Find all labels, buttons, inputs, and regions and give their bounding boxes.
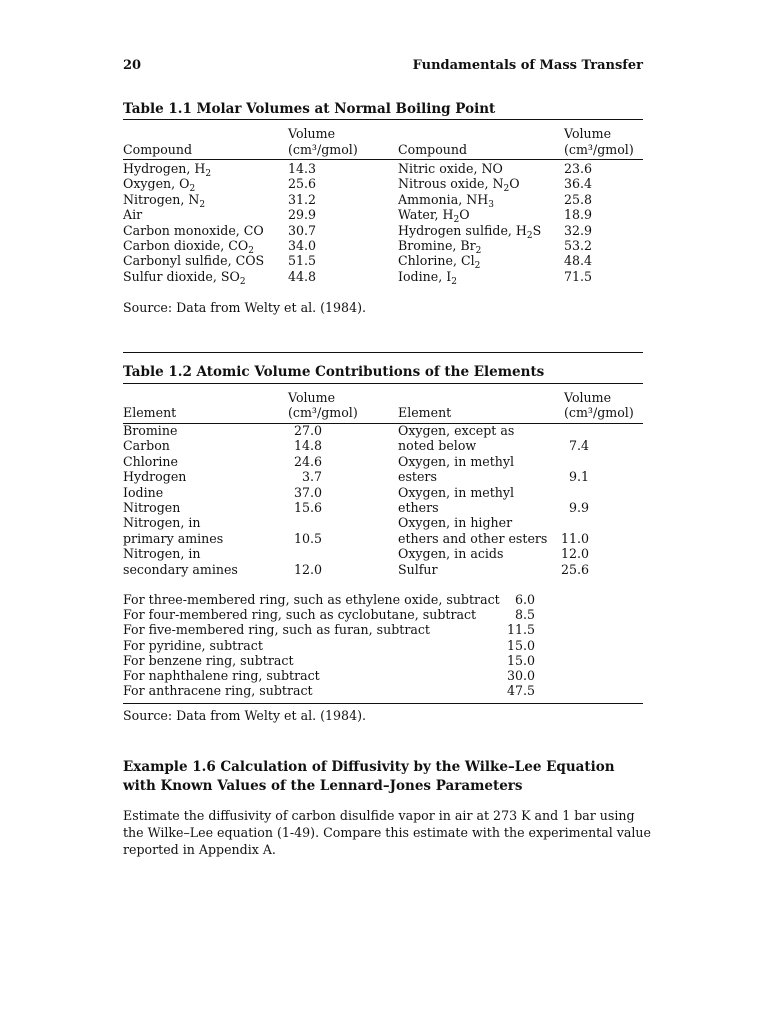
ring-correction-value: 30.0: [506, 668, 535, 683]
t1-right-volume: 36.4: [564, 176, 593, 192]
compound-name-suffix: O: [459, 207, 470, 223]
t1-right-compound: [398, 176, 520, 195]
t1-right-compound: [398, 238, 482, 256]
t2-right-element: Oxygen, in higher: [398, 515, 513, 531]
t2-right-element: ethers and other esters: [398, 530, 548, 546]
t1-left-volume: 34.0: [288, 238, 317, 253]
t2-left-volume: 10.5: [293, 530, 322, 546]
ring-correction-value: 11.5: [506, 622, 535, 638]
t1-left-volume: 44.8: [288, 268, 317, 284]
compound-name: Bromine, Br: [398, 238, 476, 253]
ring-correction-value: 8.5: [514, 607, 535, 623]
t1-left-compound: [123, 238, 254, 256]
subscript: 3: [488, 199, 494, 210]
t2-left-volume: 12.0: [293, 561, 322, 577]
t1-right-compound: [398, 161, 503, 176]
t1-left-compound: [123, 207, 142, 222]
t2-left-element: Nitrogen, in: [123, 515, 201, 531]
t2-left-element: Iodine: [123, 484, 164, 500]
t2-left-volume: 15.6: [293, 500, 322, 515]
compound-name: Hydrogen, H: [123, 161, 206, 176]
t1-right-volume: 18.9: [564, 207, 593, 223]
compound-name: Nitrous oxide, N: [398, 176, 504, 192]
t2-right-volume: 9.1: [568, 469, 589, 485]
t1-right-volume: 32.9: [564, 222, 593, 238]
subscript: 2: [503, 184, 510, 195]
t1-left-compound: [123, 191, 206, 210]
t2-right-element: Oxygen, in acids: [398, 546, 504, 562]
table-1-2-pre-rule: [123, 352, 643, 353]
t2-right-volume: 11.0: [561, 530, 590, 546]
t1-volume-header-right: Volume: [564, 126, 612, 141]
t2-right-element: ethers: [398, 500, 439, 515]
subscript: 2: [248, 246, 254, 256]
ring-correction-label: For anthracene ring, subtract: [123, 683, 313, 699]
t1-right-compound: [398, 253, 481, 272]
compound-name: Nitric oxide, NO: [398, 161, 503, 176]
table-1-2-bottom-rule: [123, 703, 643, 704]
example-body-line-3: reported in Appendix A.: [123, 842, 276, 857]
t2-right-element: Oxygen, in methyl: [398, 453, 515, 469]
ring-correction-value: 47.5: [506, 683, 535, 699]
t2-left-volume: 14.8: [293, 438, 322, 454]
t2-left-volume: 3.7: [301, 469, 322, 485]
ring-correction-label: For four-membered ring, such as cyclobutane, subtract: [123, 607, 477, 623]
subscript: 2: [199, 199, 206, 210]
ring-correction-value: 15.0: [506, 637, 535, 653]
ring-correction-label: For naphthalene ring, subtract: [123, 668, 320, 683]
t1-units-header-right: (cm³/gmol): [564, 142, 634, 157]
t1-left-volume: 30.7: [288, 222, 317, 238]
compound-name: Carbon dioxide, CO: [123, 238, 249, 253]
compound-name: Iodine, I: [398, 268, 452, 284]
t2-right-volume: 9.9: [568, 500, 589, 515]
t2-left-element: Nitrogen: [123, 500, 181, 515]
example-body-line-2: the Wilke–Lee equation (1-49). Compare this estimate with the experimental value: [123, 825, 651, 840]
compound-name: Water, H: [398, 207, 454, 223]
t1-left-compound: [123, 223, 264, 238]
t1-right-compound: [398, 268, 457, 287]
t2-element-header-right: Element: [398, 405, 452, 420]
t2-left-volume: 27.0: [293, 423, 322, 438]
compound-name: Hydrogen sulfide, H: [398, 222, 527, 238]
t2-right-volume: 12.0: [561, 546, 590, 562]
compound-name-suffix: O: [509, 176, 520, 192]
t2-right-element: noted below: [398, 438, 477, 454]
book-title: Fundamentals of Mass Transfer: [412, 58, 643, 73]
t1-units-header-left: (cm³/gmol): [288, 142, 358, 157]
t2-volume-header-left: Volume: [288, 390, 336, 405]
compound-name: Air: [123, 207, 143, 223]
table-1-2-header-rule: [123, 423, 643, 424]
t2-units-header-right: (cm³/gmol): [564, 405, 634, 420]
t1-left-volume: 14.3: [288, 161, 317, 176]
t1-left-volume: 25.6: [288, 176, 317, 192]
t1-compound-header-left: Compound: [123, 142, 193, 157]
t2-left-element: secondary amines: [123, 561, 238, 577]
t2-right-volume: 7.4: [568, 438, 589, 454]
t1-right-volume: 48.4: [564, 253, 593, 269]
t1-right-volume: 25.8: [564, 191, 593, 207]
table-1-1-title: Table 1.1 Molar Volumes at Normal Boiling Point: [123, 101, 496, 117]
subscript: 2: [475, 246, 482, 256]
example-title-line-2: with Known Values of the Lennard–Jones Parameters: [123, 778, 523, 794]
compound-name: Ammonia, NH: [398, 191, 489, 207]
t1-left-compound: [123, 253, 264, 268]
table-1-1-header-rule: [123, 159, 643, 160]
subscript: 2: [189, 184, 196, 195]
table-1-2-title: Table 1.2 Atomic Volume Contributions of the Elements: [123, 364, 545, 380]
t2-right-element: esters: [398, 469, 437, 485]
ring-correction-value: 15.0: [506, 652, 535, 668]
t1-volume-header-left: Volume: [288, 126, 336, 141]
t2-left-element: Bromine: [123, 423, 178, 438]
ring-correction-label: For three-membered ring, such as ethylene oxide, subtract: [123, 592, 500, 607]
subscript: 2: [453, 215, 460, 226]
t2-left-element: primary amines: [123, 530, 224, 546]
example-body-line-1: Estimate the diffusivity of carbon disulfide vapor in air at 273 K and 1 bar using: [123, 808, 635, 823]
t2-left-element: Carbon: [123, 438, 170, 454]
compound-name: Chlorine, Cl: [398, 253, 475, 269]
t1-left-volume: 51.5: [288, 253, 317, 269]
compound-name: Oxygen, O: [123, 176, 190, 192]
t1-right-compound: [398, 191, 494, 210]
table-1-1-source: Source: Data from Welty et al. (1984).: [123, 300, 366, 315]
example-title: [123, 758, 653, 796]
subscript: 2: [474, 261, 481, 272]
t2-right-element: Oxygen, in methyl: [398, 484, 515, 500]
t1-left-compound: [123, 161, 212, 179]
table-1-1-top-rule: [123, 119, 643, 120]
compound-name: Carbonyl sulfide, COS: [123, 253, 265, 269]
compound-name: Sulfur dioxide, SO: [123, 268, 240, 284]
t2-right-volume: 25.6: [561, 561, 590, 577]
ring-correction-label: For pyridine, subtract: [123, 637, 263, 653]
compound-name: Carbon monoxide, CO: [123, 222, 264, 238]
example-body: [123, 807, 653, 858]
t1-left-volume: 29.9: [288, 207, 317, 223]
ring-correction-label: For five-membered ring, such as furan, subtract: [123, 622, 430, 638]
t2-element-header-left: Element: [123, 405, 177, 420]
t2-volume-header-right: Volume: [564, 390, 612, 405]
t1-right-volume: 23.6: [564, 161, 593, 176]
t2-units-header-left: (cm³/gmol): [288, 405, 358, 420]
subscript: 2: [526, 230, 533, 241]
t2-left-volume: 37.0: [293, 484, 322, 500]
t2-left-element: Hydrogen: [123, 469, 187, 485]
t2-left-volume: 24.6: [293, 453, 322, 469]
t2-right-element: Sulfur: [398, 561, 438, 577]
t1-left-volume: 31.2: [288, 191, 317, 207]
t2-right-element: Oxygen, except as: [398, 423, 515, 438]
t1-left-compound: [123, 268, 246, 287]
table-1-2-source: Source: Data from Welty et al. (1984).: [123, 708, 366, 723]
t1-right-volume: 71.5: [564, 268, 593, 284]
t1-right-compound: [398, 222, 542, 241]
ring-correction-label: For benzene ring, subtract: [123, 652, 294, 668]
t2-left-element: Nitrogen, in: [123, 546, 201, 562]
t1-left-compound: [123, 176, 196, 195]
ring-correction-value: 6.0: [514, 592, 535, 607]
subscript: 2: [205, 169, 212, 179]
compound-name: Nitrogen, N: [123, 191, 200, 207]
page-number: 20: [123, 58, 142, 73]
t1-compound-header-right: Compound: [398, 142, 468, 157]
t1-right-compound: [398, 207, 470, 226]
subscript: 2: [239, 276, 246, 287]
example-title-line-1: Example 1.6 Calculation of Diffusivity by the Wilke–Lee Equation: [123, 759, 615, 775]
subscript: 2: [451, 276, 457, 287]
t1-right-volume: 53.2: [564, 238, 593, 253]
table-1-2-top-rule: [123, 383, 643, 384]
t2-left-element: Chlorine: [123, 453, 178, 469]
compound-name-suffix: S: [532, 222, 542, 238]
